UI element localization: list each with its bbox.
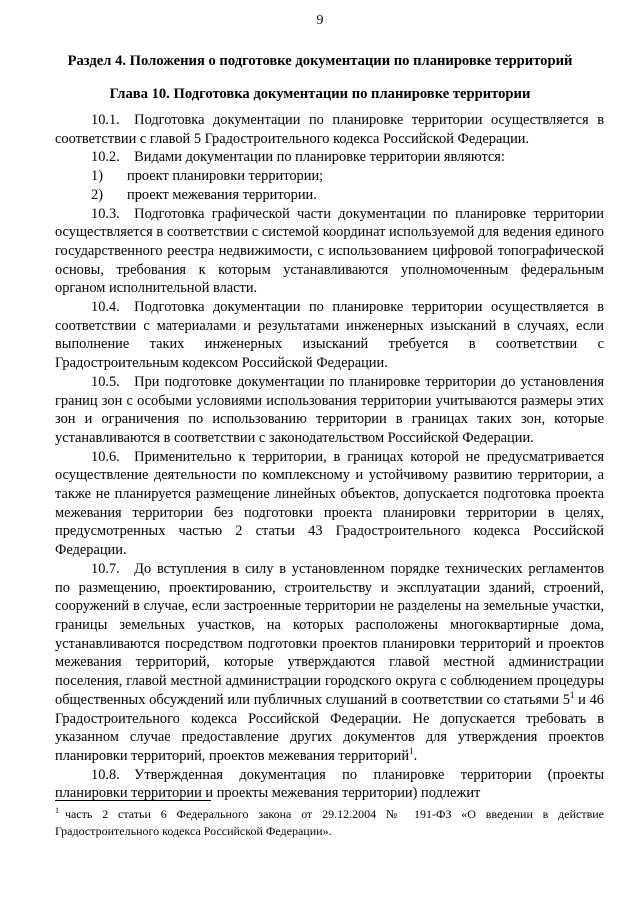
- footnote: [55, 806, 604, 839]
- list-marker-wrapper: [55, 167, 127, 186]
- footnote-reference[interactable]: 1: [569, 690, 575, 700]
- list-marker: 1): [91, 168, 103, 185]
- paragraph-10-6: 10.6. Применительно к территории, в границах которой не предусматривается осуществление деятельности по комплексному и устойчивому развитию территории, а также не планируется размещение линейных объектов, допускается подготовка проекта межевания территории без подготовки проекта планировки территории в целях, предусмотренных частью 2 статьи 43 Градостроительного кодекса Российской Федерации.: [55, 448, 604, 559]
- list-item: [55, 186, 604, 205]
- list-marker-wrapper: [55, 186, 127, 205]
- footnote-text: часть 2 статьи 6 Федерального закона от 29.12.2004 № 191-ФЗ «О введении в действие Градостроительного кодекса Российской Федерации».: [55, 807, 604, 838]
- list-marker: 2): [91, 186, 103, 203]
- paragraph-10-7-text-a: 10.7. До вступления в силу в установленном порядке технических регламентов по размещению, проектированию, строительству и эксплуатации зданий, строений, сооружений в случае, если застроенные территории не разделены на земельные участки, границы земельных участков, на которых расположены многоквартирные дома, устанавливаются посредством подготовки проектов планировки территорий и проектов межевания территорий, которые утверждаются главой местной администрации поселения, главой местной администрации городского округа с соблюдением процедуры общественных обсуждений или публичных слушаний в соответствии со статьями 5: [55, 560, 604, 708]
- list-item-text: проект планировки территории;: [127, 168, 324, 185]
- list-item-text: проект межевания территории.: [127, 186, 317, 203]
- paragraph-10-4: 10.4. Подготовка документации по планировке территории осуществляется в соответствии с материалами и результатами инженерных изысканий в случаях, если выполнение таких инженерных изысканий требуется в соответствии с Градостроительным кодексом Российской Федерации.: [55, 299, 604, 372]
- paragraph-10-7-text-b: и 46 Градостроительного кодекса Российской Федерации. Не допускается требовать в указанном случае предоставление других документов для утверждения проектов планировки территорий, проектов межевания территорий: [55, 691, 604, 764]
- document-body: [55, 111, 604, 803]
- paragraph-10-8: 10.8. Утвержденная документация по планировке территории (проекты планировки территории и проекты межевания территории) подлежит: [55, 766, 604, 802]
- paragraph-10-3: 10.3. Подготовка графической части документации по планировке территории осуществляется в соответствии с системой координат используемой для ведения единого государственного реестра недвижимости, с использованием цифровой топографической основы, требования к которым устанавливаются уполномоченным федеральным органом исполнительной власти.: [55, 205, 604, 297]
- paragraph-10-7: [55, 560, 604, 766]
- list-item: [55, 167, 604, 186]
- paragraph-10-7-text-c: .: [413, 747, 418, 764]
- section-title: Раздел 4. Положения о подготовке документации по планировке территорий: [67, 53, 573, 69]
- paragraph-10-2: 10.2. Видами документации по планировке территории являются:: [91, 149, 505, 166]
- paragraph-10-5: 10.5. При подготовке документации по планировке территории до установления границ зон с особыми условиями использования территории учитываются размеры этих зон и ограничения по использованию территории в границах таких зон, которые устанавливаются в соответствии с законодательством Российской Федерации.: [55, 373, 604, 446]
- paragraph-10-1: 10.1. Подготовка документации по планировке территории осуществляется в соответствии с главой 5 Градостроительного кодекса Российской Федерации.: [55, 112, 604, 147]
- footnote-divider: [55, 800, 211, 801]
- page-number: 9: [316, 13, 324, 28]
- chapter-title: Глава 10. Подготовка документации по планировке территории: [109, 86, 531, 102]
- footnote-mark: 1: [55, 806, 59, 815]
- footnote-reference[interactable]: 1: [409, 746, 414, 757]
